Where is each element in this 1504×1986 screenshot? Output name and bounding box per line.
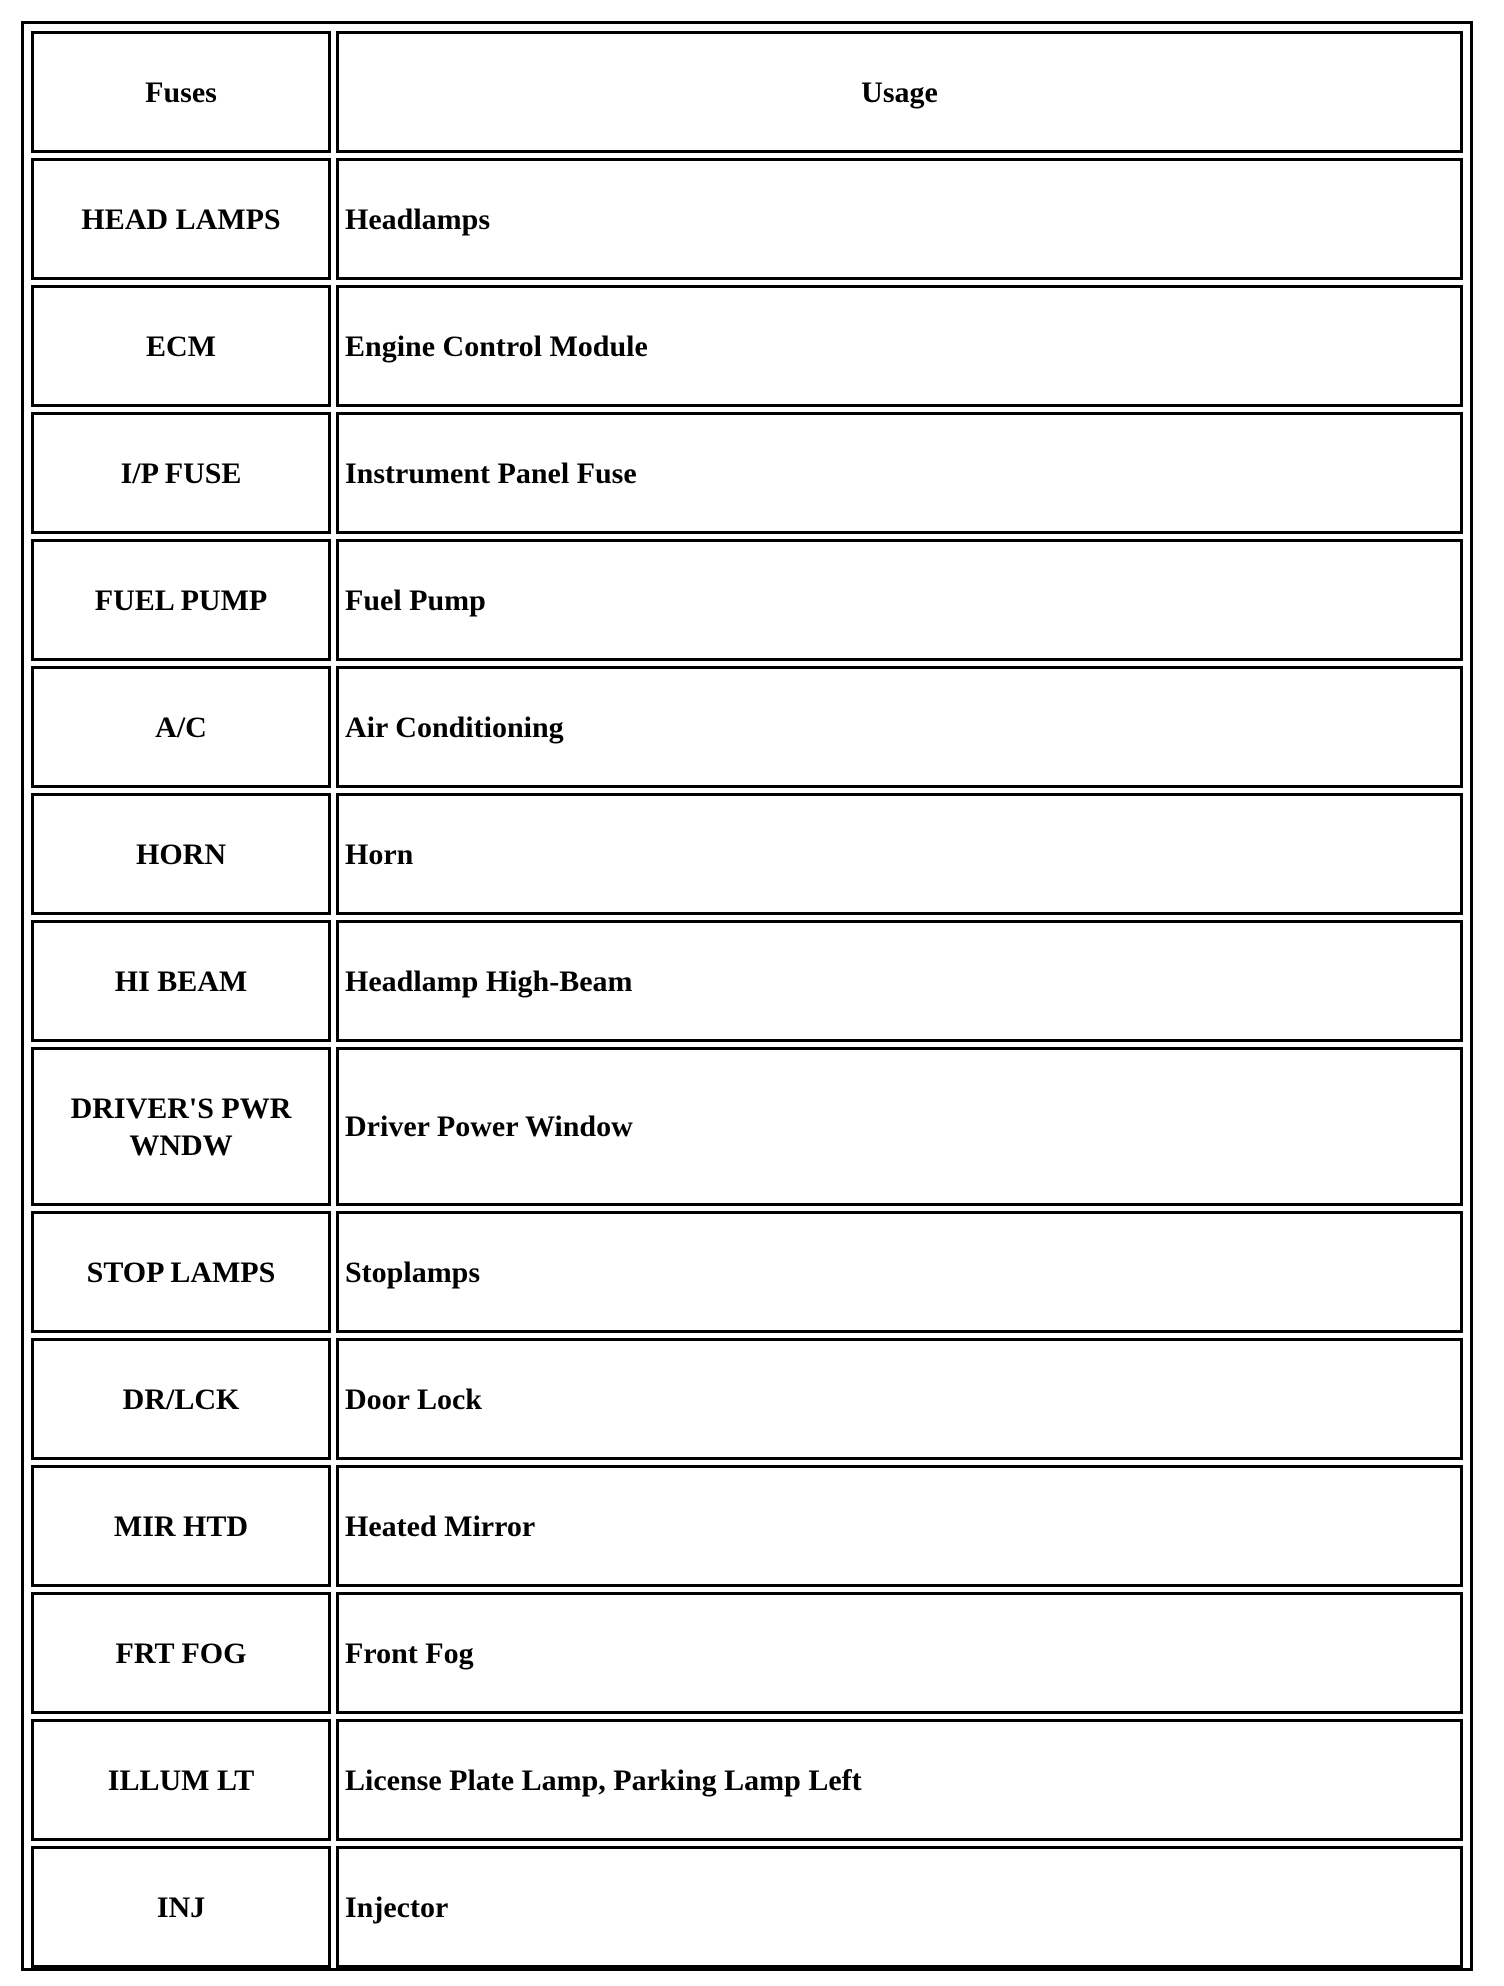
usage-cell: Front Fog xyxy=(336,1592,1463,1714)
fuse-name-cell: FUEL PUMP xyxy=(31,539,331,661)
table-row xyxy=(31,1719,1463,1841)
table-row xyxy=(31,1846,1463,1968)
header-usage: Usage xyxy=(336,31,1463,153)
fuse-name-cell: ECM xyxy=(31,285,331,407)
fuse-name-cell: HORN xyxy=(31,793,331,915)
table-row xyxy=(31,1465,1463,1587)
table-row xyxy=(31,1047,1463,1206)
fuse-name-cell: FRT FOG xyxy=(31,1592,331,1714)
table-row xyxy=(31,285,1463,407)
table-row xyxy=(31,1338,1463,1460)
fuse-name-cell: MIR HTD xyxy=(31,1465,331,1587)
usage-cell: License Plate Lamp, Parking Lamp Left xyxy=(336,1719,1463,1841)
usage-cell: Fuel Pump xyxy=(336,539,1463,661)
fuse-name-cell: DR/LCK xyxy=(31,1338,331,1460)
usage-cell: Air Conditioning xyxy=(336,666,1463,788)
fuse-usage-table xyxy=(26,26,1468,1973)
table-row xyxy=(31,1592,1463,1714)
fuse-name-cell: A/C xyxy=(31,666,331,788)
table-row xyxy=(31,920,1463,1042)
fuse-name-cell: STOP LAMPS xyxy=(31,1211,331,1333)
usage-cell: Instrument Panel Fuse xyxy=(336,412,1463,534)
usage-cell: Driver Power Window xyxy=(336,1047,1463,1206)
fuse-name-cell: INJ xyxy=(31,1846,331,1968)
usage-cell: Door Lock xyxy=(336,1338,1463,1460)
table-row xyxy=(31,412,1463,534)
table-row xyxy=(31,158,1463,280)
table-row xyxy=(31,666,1463,788)
usage-cell: Stoplamps xyxy=(336,1211,1463,1333)
fuse-name-cell: I/P FUSE xyxy=(31,412,331,534)
usage-cell: Heated Mirror xyxy=(336,1465,1463,1587)
fuse-name-cell: ILLUM LT xyxy=(31,1719,331,1841)
table-row xyxy=(31,793,1463,915)
usage-cell: Engine Control Module xyxy=(336,285,1463,407)
header-fuses: Fuses xyxy=(31,31,331,153)
fuse-name-cell: HEAD LAMPS xyxy=(31,158,331,280)
usage-cell: Headlamps xyxy=(336,158,1463,280)
usage-cell: Headlamp High-Beam xyxy=(336,920,1463,1042)
header-row xyxy=(31,31,1463,153)
usage-cell: Injector xyxy=(336,1846,1463,1968)
table-row xyxy=(31,1211,1463,1333)
table-row xyxy=(31,539,1463,661)
usage-cell: Horn xyxy=(336,793,1463,915)
fuse-name-cell: HI BEAM xyxy=(31,920,331,1042)
fuse-name-cell: DRIVER'S PWR WNDW xyxy=(31,1047,331,1206)
